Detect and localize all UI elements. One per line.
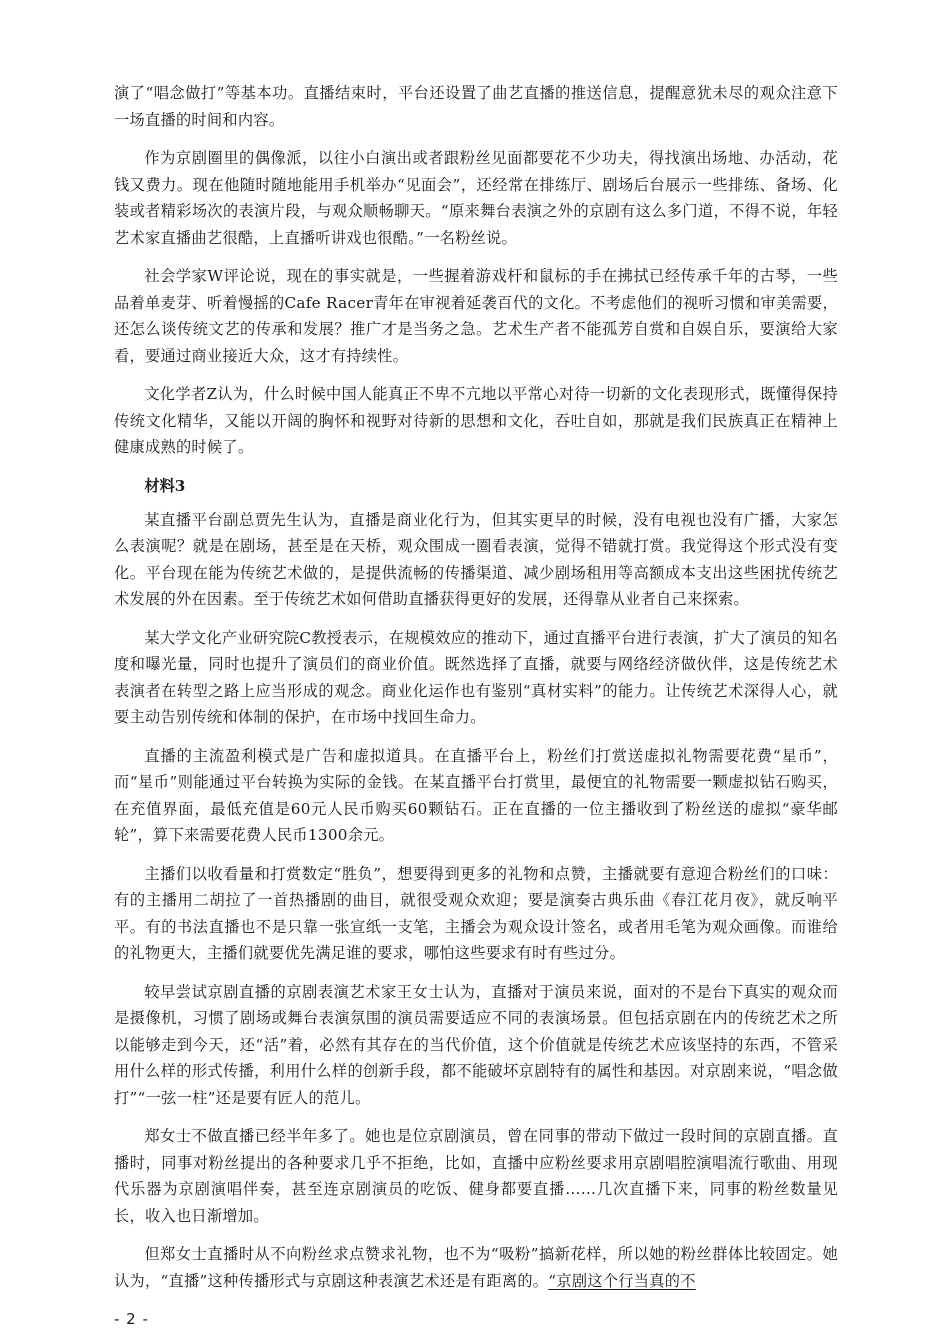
paragraph-ms-zheng: 郑女士不做直播已经半年多了。她也是位京剧演员，曾在同事的带动下做过一段时间的京剧直播。直播时，同事对粉丝提出的各种要求几乎不拒绝，比如，直播中应粉丝要求用京剧唱腔演唱流行歌曲、用现代乐器为京剧演唱伴奏，甚至连京剧演员的吃饭、健身都要直播……几次直播下来，同事的粉丝数量见长，收入也日渐增加。	[114, 1127, 838, 1225]
paragraph-xiaobai-fan-meeting: 作为京剧圈里的偶像派，以往小白演出或者跟粉丝见面都要花不少功夫，得找演出场地、办活动，花钱又费力。现在他随时随地能用手机举办“见面会”，还经常在排练厅、剧场后台展示一些排练、备场、化装或者精彩场次的表演片段，与观众顺畅聊天。“原来舞台表演之外的京剧有这么多门道，不得不说，年轻艺术家直播曲艺很酷，上直播听讲戏也很酷。”一名粉丝说。	[114, 149, 838, 247]
underlined-quote: “京剧这个行当真的不	[548, 1271, 696, 1290]
paragraph-artist-wang: 较早尝试京剧直播的京剧表演艺术家王女士认为，直播对于演员来说，面对的不是台下真实的观众而是摄像机，习惯了剧场或舞台表演氛围的演员需要适应不同的表演场景。但包括京剧在内的传统艺术之所以能够走到今天，还“活”着，必然有其存在的当代价值，这个价值就是传统艺术应该坚持的东西，不管采用什么样的形式传播，利用什么样的创新手段，都不能破坏京剧特有的属性和基因。对京剧来说，“唱念做打”“一弦一柱”还是要有匠人的范儿。	[114, 982, 838, 1107]
paragraph-zheng-view-text: 但郑女士直播时从不向粉丝求点赞求礼物，也不为“吸粉”搞新花样，所以她的粉丝群体比较固定。她认为，“直播”这种传播形式与京剧这种表演艺术还是有距离的。	[114, 1245, 838, 1290]
paragraph-streamer-competition: 主播们以收看量和打赏数定“胜负”，想要得到更多的礼物和点赞，主播就要有意迎合粉丝们的口味：有的主播用二胡拉了一首热播剧的曲目，就很受观众欢迎；要是演奏古典乐曲《春江花月夜》，就反响平平。有的书法直播也不是只靠一张宣纸一支笔，主播会为观众设计签名，或者用毛笔为观众画像。而谁给的礼物更大，主播们就要优先满足谁的要求，哪怕这些要求有时有些过分。	[114, 864, 838, 962]
paragraph-continuation: 演了“唱念做打”等基本功。直播结束时，平台还设置了曲艺直播的推送信息，提醒意犹未尽的观众注意下一场直播的时间和内容。	[114, 84, 838, 129]
document-page	[114, 80, 838, 1306]
paragraph-scholar-z: 文化学者Z认为，什么时候中国人能真正不卑不亢地以平常心对待一切新的文化表现形式，既懂得保持传统文化精华，又能以开阔的胸怀和视野对待新的思想和文化，吞吐自如，那就是我们民族真正在精神上健康成熟的时候了。	[114, 385, 838, 456]
paragraph-zheng-view	[114, 1241, 838, 1294]
paragraph-sociologist-w: 社会学家W评论说，现在的事实就是，一些握着游戏杆和鼠标的手在拂拭已经传承千年的古琴，一些品着单麦芽、听着慢摇的Cafe Racer青年在审视着延袭百代的文化。不考虑他们的视听习惯和审美需要，还怎么谈传统文艺的传承和发展？推广才是当务之急。艺术生产者不能孤芳自赏和自娱自乐，要演给大家看，要通过商业接近大众，这才有持续性。	[114, 267, 838, 365]
section-heading-material-3: 材料3	[144, 476, 186, 495]
paragraph-professor-c: 某大学文化产业研究院C教授表示，在规模效应的推动下，通过直播平台进行表演，扩大了演员的知名度和曝光量，同时也提升了演员们的商业价值。既然选择了直播，就要与网络经济做伙伴，这是传统艺术表演者在转型之路上应当形成的观念。商业化运作也有鉴别“真材实料”的能力。让传统艺术深得人心，就要主动告别传统和体制的保护，在市场中找回生命力。	[114, 628, 838, 726]
paragraph-platform-vp-jia: 某直播平台副总贾先生认为，直播是商业化行为，但其实更早的时候，没有电视也没有广播，大家怎么表演呢？就是在剧场，甚至是在天桥，观众围成一圈看表演，觉得不错就打赏。我觉得这个形式没有变化。平台现在能为传统艺术做的，是提供流畅的传播渠道、减少剧场租用等高额成本支出这些困扰传统艺术发展的外在因素。至于传统艺术如何借助直播获得更好的发展，还得靠从业者自己来探索。	[114, 510, 838, 608]
page-number: - 2 -	[114, 1310, 149, 1328]
paragraph-profit-model: 直播的主流盈利模式是广告和虚拟道具。在直播平台上，粉丝们打赏送虚拟礼物需要花费“星币”，而“星币”则能通过平台转换为实际的金钱。在某直播平台打赏里，最便宜的礼物需要一颗虚拟钻石购买，在充值界面，最低充值是60元人民币购买60颗钻石。正在直播的一位主播收到了粉丝送的虚拟“豪华邮轮”，算下来需要花费人民币1300余元。	[114, 746, 838, 844]
